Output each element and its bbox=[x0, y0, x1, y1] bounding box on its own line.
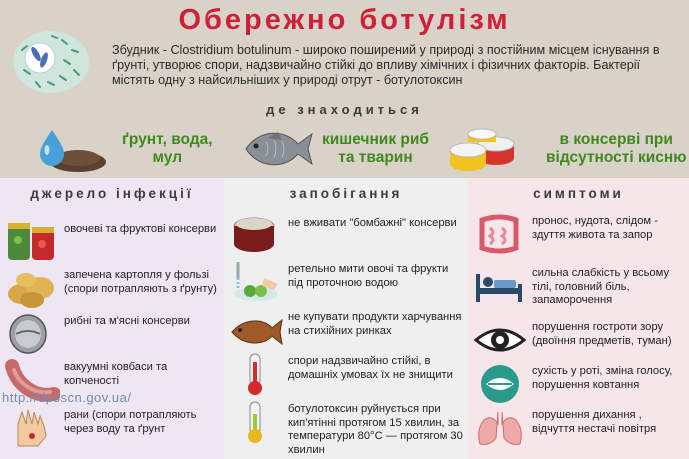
list-item bbox=[224, 308, 468, 354]
list-item-text: запечена картопля у фользі (спори потрапляють з ґрунту) bbox=[64, 269, 217, 295]
bacteria-icon bbox=[12, 30, 90, 94]
mouth-icon bbox=[472, 362, 528, 406]
website-url[interactable]: http://dpsscn.gov.ua/ bbox=[2, 390, 132, 405]
washing-vegetables-icon bbox=[228, 260, 284, 304]
swollen-can-icon bbox=[228, 214, 284, 258]
where-fish-label: кишечник риб та тварин bbox=[322, 131, 429, 166]
jars-icon bbox=[4, 220, 60, 264]
where-fish bbox=[238, 124, 429, 174]
list-item bbox=[468, 318, 689, 364]
sick-bed-icon bbox=[472, 264, 528, 308]
column-symptoms bbox=[468, 178, 689, 459]
where-heading: де знаходиться bbox=[266, 102, 423, 117]
list-item bbox=[468, 362, 689, 408]
dried-fish-icon bbox=[228, 308, 284, 352]
cans-icon bbox=[444, 124, 518, 174]
list-item bbox=[224, 260, 468, 306]
list-item-text: не вживати "бомбажні" консерви bbox=[288, 217, 457, 229]
list-item-text: вакуумні ковбаси та копченості bbox=[64, 361, 168, 387]
list-item bbox=[468, 406, 689, 452]
list-item bbox=[0, 220, 224, 266]
intro-text: Збудник - Clostridium botulinum - широко поширений у природі з постійним місцем існування в ґрунті, утворює спори, надзвичайно стійкі до впливу хімічних і фізичних факторів. Бактерії містять одну з найсильніших у природі отрут - ботулотоксин bbox=[112, 43, 660, 87]
list-item-text: рани (спори потрапляють через воду та ґрунт bbox=[64, 409, 197, 435]
list-item-text: пронос, нудота, слідом - здуття живота та запор bbox=[532, 215, 658, 241]
list-item-text: овочеві та фруктові консерви bbox=[64, 223, 217, 235]
column-heading: симптоми bbox=[533, 186, 624, 201]
list-item bbox=[0, 312, 224, 358]
list-item bbox=[224, 214, 468, 260]
lungs-icon bbox=[472, 406, 528, 450]
list-item-text: рибні та м'ясні консерви bbox=[64, 315, 190, 327]
list-item-text: сильна слабкість у всьому тілі, головний біль, запаморочення bbox=[532, 267, 670, 306]
page-title: Обережно ботулізм bbox=[178, 4, 511, 36]
list-item bbox=[468, 212, 689, 258]
columns bbox=[0, 178, 689, 459]
thermometer-high-icon bbox=[228, 352, 284, 396]
list-item bbox=[224, 400, 468, 456]
header-panel bbox=[0, 0, 689, 178]
list-item-text: ботулотоксин руйнується при кип'ятінні протягом 15 хвилин, за температури 80°C — протягом 30 хвилин bbox=[288, 403, 463, 456]
list-item-text: ретельно мити овочі та фрукти під проточною водою bbox=[288, 263, 449, 289]
water-drop-soil-icon bbox=[34, 124, 108, 174]
list-item bbox=[468, 264, 689, 310]
where-soil-label: ґрунт, вода, мул bbox=[122, 131, 213, 166]
potatoes-icon bbox=[4, 266, 60, 310]
column-heading: запобігання bbox=[289, 186, 403, 201]
list-item-text: порушення гостроти зору (двоїння предметів, туман) bbox=[532, 321, 672, 347]
column-heading: джерело інфекції bbox=[30, 186, 194, 201]
column-prevention bbox=[224, 178, 468, 459]
list-item bbox=[224, 352, 468, 398]
list-item-text: сухість у роті, зміна голосу, порушення ковтання bbox=[532, 365, 673, 391]
where-cans bbox=[444, 124, 686, 174]
eye-icon bbox=[472, 318, 528, 362]
fish-icon bbox=[238, 124, 316, 174]
where-cans-label: в консерві при відсутності кисню bbox=[546, 131, 687, 166]
list-item-text: спори надзвичайно стійкі, в домашніх умовах їх не знищити bbox=[288, 355, 453, 381]
wounded-hand-icon bbox=[4, 406, 60, 450]
where-soil bbox=[34, 124, 213, 174]
list-item-text: не купувати продукти харчування на стихійних ринках bbox=[288, 311, 462, 337]
tin-can-icon bbox=[4, 312, 60, 356]
thermometer-boil-icon bbox=[228, 400, 284, 444]
list-item bbox=[0, 406, 224, 452]
list-item bbox=[0, 266, 224, 312]
column-sources bbox=[0, 178, 224, 459]
list-item-text: порушення дихання , відчуття нестачі повітря bbox=[532, 409, 657, 435]
intestines-icon bbox=[472, 212, 528, 256]
